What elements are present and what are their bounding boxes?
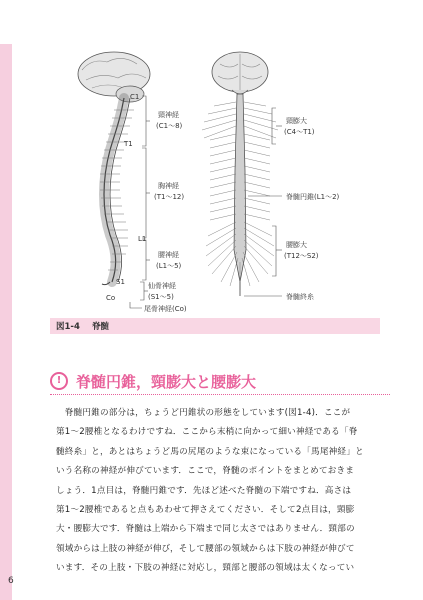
label-lumbar-enlargement: 腰膨大 bbox=[286, 241, 307, 249]
paragraph-line: 髄終糸」と，あとはちょうど馬の尻尾のような束になっている「馬尾神経」と bbox=[56, 446, 364, 457]
paragraph-line: います．その上肢・下肢の神経に対応し，頸部と腰部の領域は太くなってい bbox=[56, 563, 355, 574]
nerve-group-name-sacral: 仙骨神経 bbox=[148, 282, 176, 290]
nerve-group-range-cervical: (C1〜8) bbox=[156, 122, 183, 130]
heading-divider bbox=[50, 394, 390, 395]
label-co: Co bbox=[106, 294, 116, 302]
page-side-bar bbox=[0, 44, 12, 600]
label-lumbar-range: (T12〜S2) bbox=[284, 252, 319, 260]
exclamation-icon: ! bbox=[50, 372, 68, 390]
label-l1: L1 bbox=[138, 235, 147, 243]
figure-caption bbox=[50, 318, 380, 334]
label-s1: S1 bbox=[116, 278, 125, 286]
frontal-spinal-cord bbox=[202, 94, 278, 296]
section-heading bbox=[50, 372, 390, 396]
nerve-group-name-coccygeal: 尾骨神経(Co) bbox=[144, 305, 187, 313]
right-brackets bbox=[244, 108, 282, 296]
nerve-group-name-cervical: 頸神経 bbox=[158, 111, 179, 119]
label-conus: 脊髄円錐(L1〜2) bbox=[286, 193, 340, 201]
nerve-group-range-lumbar: (L1〜5) bbox=[156, 262, 182, 270]
paragraph-line: 第1〜2腰椎であると点もあわせて押さえてください．そして2点目は，頸膨 bbox=[56, 505, 355, 516]
paragraph-line: 領域からは上肢の神経が伸び，そして腰部の領域からは下肢の神経が伸びて bbox=[56, 543, 355, 554]
frontal-brain bbox=[212, 52, 268, 94]
nerve-group-name-thoracic: 胸神経 bbox=[158, 182, 179, 190]
nerve-group-range-thoracic: (T1〜12) bbox=[154, 193, 185, 201]
spinal-cord-illustration bbox=[52, 50, 376, 318]
paragraph-line: 脊髄円錐の部分は，ちょうど円錐状の形態をしています(図1-4)．ここが bbox=[56, 408, 351, 418]
nerve-group-range-sacral: (S1〜5) bbox=[148, 293, 174, 301]
figure-caption-id: 図1-4 bbox=[56, 322, 80, 332]
label-t1: T1 bbox=[124, 140, 133, 148]
label-filum: 脊髄終糸 bbox=[286, 293, 314, 301]
label-cervical-range: (C4〜T1) bbox=[284, 128, 315, 136]
figure-caption-title: 脊髄 bbox=[92, 322, 110, 332]
nerve-group-name-lumbar: 腰神経 bbox=[158, 251, 179, 259]
lateral-spine bbox=[100, 98, 134, 285]
paragraph-line: いう名称の神経が伸びています．ここで，脊髄のポイントをまとめておきま bbox=[56, 466, 355, 477]
section-title: 脊髄円錐，頸膨大と腰膨大 bbox=[76, 373, 257, 391]
spinal-cord-figure bbox=[52, 50, 376, 318]
page-number: 6 bbox=[8, 576, 14, 586]
label-c1: C1 bbox=[130, 93, 140, 101]
paragraph-line: しょう．1点目は，脊髄円錐です．先ほど述べた脊髄の下端ですね．高さは bbox=[56, 485, 352, 496]
paragraph-line: 第1〜2腰椎となるわけですね．ここから末梢に向かって細い神経である「脊 bbox=[56, 427, 358, 438]
label-cervical-enlargement: 頸膨大 bbox=[286, 117, 307, 125]
nerve-brackets bbox=[130, 96, 150, 308]
paragraph-line: 大・腰膨大です．脊髄は上端から下端まで同じ太さではありません．頸部の bbox=[56, 524, 355, 535]
body-paragraph bbox=[56, 404, 376, 579]
